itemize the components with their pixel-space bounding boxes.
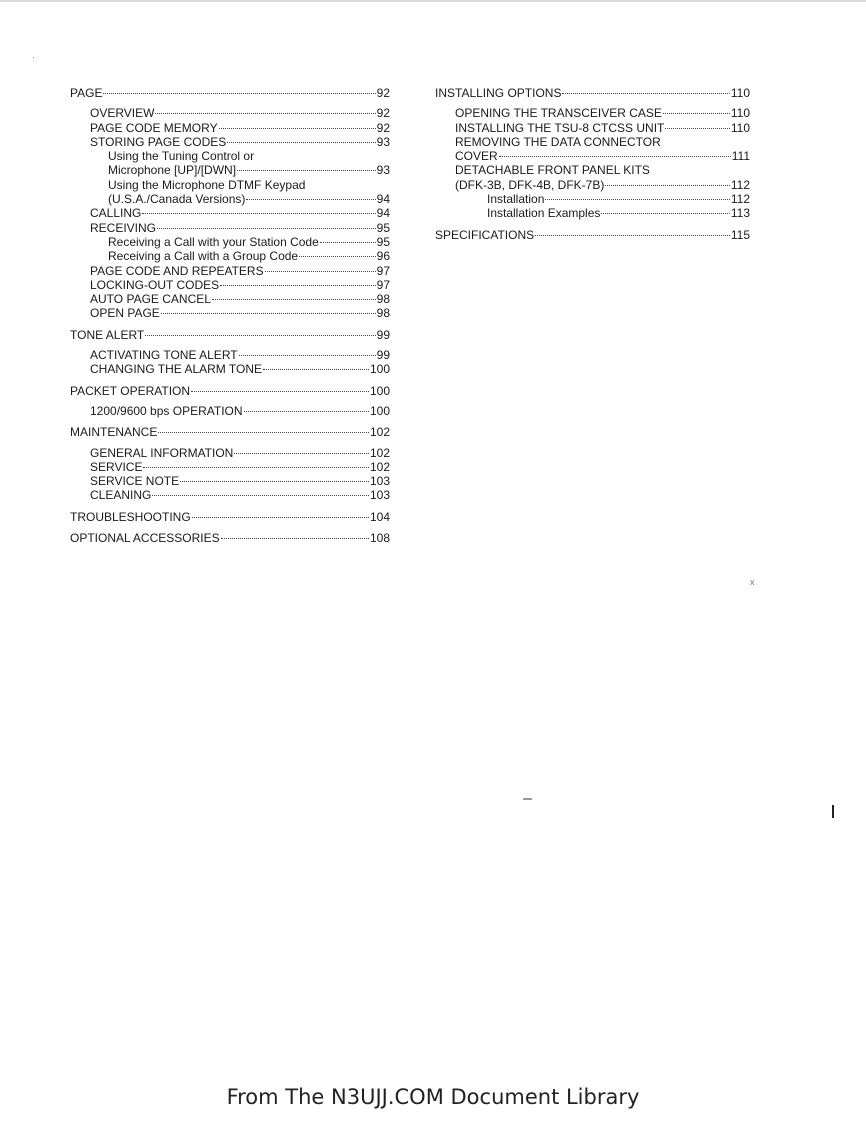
dot-leader (562, 93, 729, 94)
toc-entry-page-number: 112 (730, 177, 750, 192)
toc-entry-title: Microphone [UP]/[DWN] (108, 163, 237, 178)
toc-entry-page-number: 111 (731, 149, 750, 164)
toc-entry[interactable] (70, 278, 390, 292)
toc-entry[interactable] (70, 121, 390, 135)
toc-entry-title: Using the Tuning Control or (108, 149, 255, 164)
toc-entry[interactable] (70, 460, 390, 474)
toc-entry-title: Installation (487, 192, 545, 207)
dot-leader (239, 355, 376, 356)
toc-entry-title: DETACHABLE FRONT PANEL KITS (455, 163, 650, 178)
toc-entry-page-number: 99 (376, 327, 390, 342)
dot-leader (180, 481, 369, 482)
stray-mark: x (750, 577, 755, 587)
toc-entry[interactable] (70, 446, 390, 460)
toc-entry[interactable] (435, 206, 750, 220)
toc-entry-title: STORING PAGE CODES (90, 134, 227, 149)
dot-leader (191, 391, 369, 392)
dot-leader (263, 369, 369, 370)
toc-entry-page-number: 113 (730, 206, 750, 221)
dot-leader (212, 299, 376, 300)
toc-entry-title: CALLING (90, 206, 142, 221)
toc-entry[interactable] (435, 192, 750, 206)
toc-entry-title: ACTIVATING TONE ALERT (90, 348, 238, 363)
toc-entry[interactable] (435, 228, 750, 242)
toc-entry-title: PAGE CODE AND REPEATERS (90, 263, 264, 278)
scan-bar-mark (832, 805, 834, 818)
toc-entry[interactable] (70, 149, 390, 163)
toc-entry[interactable] (435, 163, 750, 177)
toc-entry-page-number: 110 (730, 86, 750, 100)
scan-dash-mark (523, 798, 532, 800)
toc-entry-title: AUTO PAGE CANCEL (90, 292, 211, 307)
toc-entry[interactable] (70, 531, 390, 545)
toc-entry[interactable] (435, 106, 750, 120)
toc-entry-page-number: 108 (369, 531, 390, 546)
toc-entry-title: REMOVING THE DATA CONNECTOR (455, 134, 661, 149)
dot-leader (663, 113, 730, 114)
toc-entry-title: OPEN PAGE (90, 306, 160, 321)
dot-leader (299, 256, 376, 257)
toc-entry-title: GENERAL INFORMATION (90, 445, 234, 460)
toc-entry-title: 1200/9600 bps OPERATION (90, 403, 243, 418)
toc-entry-page-number: 95 (376, 234, 390, 249)
toc-entry-title: LOCKING-OUT CODES (90, 277, 220, 292)
toc-entry-page-number: 94 (376, 192, 390, 207)
dot-leader (220, 285, 376, 286)
toc-entry-title: OPENING THE TRANSCEIVER CASE (455, 106, 662, 121)
toc-entry-page-number: 102 (369, 459, 390, 474)
dot-leader (103, 93, 375, 94)
toc-entry-title: Receiving a Call with your Station Code (108, 234, 319, 249)
toc-entry-title: CLEANING (90, 488, 152, 503)
toc-entry-page-number: 103 (369, 488, 390, 503)
toc-entry-page-number: 100 (369, 383, 390, 398)
toc-entry-title: Receiving a Call with a Group Code (108, 249, 299, 264)
toc-entry-page-number: 112 (730, 192, 750, 207)
toc-entry-page-number: 93 (376, 163, 390, 178)
toc-entry-title: (DFK-3B, DFK-4B, DFK-7B) (455, 177, 605, 192)
dot-leader (244, 411, 369, 412)
toc-entry-title: RECEIVING (90, 220, 157, 235)
toc-entry[interactable] (435, 178, 750, 192)
toc-entry-page-number: 104 (369, 509, 390, 524)
toc-entry[interactable] (70, 362, 390, 376)
dot-leader (237, 170, 376, 171)
toc-entry-title: Installation Examples (487, 206, 601, 221)
toc-entry-page-number: 98 (376, 292, 390, 307)
toc-entry-title: PAGE CODE MEMORY (90, 120, 218, 135)
toc-entry-page-number: 100 (369, 403, 390, 418)
toc-entry[interactable] (70, 163, 390, 177)
toc-entry-title: PACKET OPERATION (70, 383, 191, 398)
toc-entry[interactable] (435, 121, 750, 135)
toc-entry-title: OPTIONAL ACCESSORIES (70, 531, 220, 546)
toc-entry-page-number: 94 (376, 206, 390, 221)
toc-entry[interactable] (70, 106, 390, 120)
dot-leader (219, 128, 376, 129)
toc-entry-title: SERVICE (90, 459, 143, 474)
dot-leader (265, 271, 376, 272)
toc-left-column (70, 86, 390, 545)
dot-leader (192, 517, 369, 518)
toc-entry[interactable] (70, 206, 390, 220)
toc-entry-page-number: 92 (376, 106, 390, 121)
dot-leader (234, 453, 369, 454)
dot-leader (320, 242, 376, 243)
toc-entry[interactable] (70, 425, 390, 439)
dot-leader (152, 495, 369, 496)
toc-entry-title: SPECIFICATIONS (435, 227, 535, 242)
toc-entry-page-number: 100 (369, 362, 390, 377)
top-border (0, 0, 866, 2)
toc-entry-page-number: 110 (730, 106, 750, 121)
toc-entry-page-number: 115 (730, 227, 750, 242)
toc-entry[interactable] (435, 135, 750, 149)
toc-entry-page-number: 96 (376, 249, 390, 264)
dot-leader (158, 432, 369, 433)
toc-entry-title: OVERVIEW (90, 106, 155, 121)
toc-entry-page-number: 97 (376, 277, 390, 292)
toc-entry-page-number: 102 (369, 445, 390, 460)
toc-entry[interactable] (70, 404, 390, 418)
toc-entry[interactable] (70, 221, 390, 235)
toc-entry[interactable] (70, 510, 390, 524)
dot-leader (246, 199, 375, 200)
footer-library-credit: From The N3UJJ.COM Document Library (226, 1085, 640, 1109)
toc-entry-page-number: 95 (376, 220, 390, 235)
toc-entry-page-number: 97 (376, 263, 390, 278)
toc-entry-title: MAINTENANCE (70, 425, 158, 440)
scan-speck (33, 57, 34, 58)
toc-entry-title: TROUBLESHOOTING (70, 509, 191, 524)
toc-entry-page-number: 92 (376, 86, 390, 100)
dot-leader (665, 128, 729, 129)
toc-entry[interactable] (435, 149, 750, 163)
dot-leader (155, 113, 375, 114)
toc-entry[interactable] (70, 86, 390, 100)
toc-entry-page-number: 92 (376, 120, 390, 135)
toc-entry[interactable] (70, 488, 390, 502)
dot-leader (142, 213, 375, 214)
toc-entry[interactable] (70, 264, 390, 278)
dot-leader (145, 335, 375, 336)
dot-leader (221, 538, 369, 539)
toc-entry[interactable] (70, 328, 390, 342)
toc-entry-title: PAGE (70, 86, 103, 100)
toc-entry[interactable] (70, 292, 390, 306)
dot-leader (499, 156, 731, 157)
toc-entry[interactable] (70, 306, 390, 320)
toc-entry[interactable] (435, 86, 750, 100)
toc-entry-page-number: 98 (376, 306, 390, 321)
dot-leader (605, 185, 730, 186)
toc-entry-title: Using the Microphone DTMF Keypad (108, 177, 306, 192)
toc-entry-title: INSTALLING OPTIONS (435, 86, 562, 100)
toc-entry-title: CHANGING THE ALARM TONE (90, 362, 263, 377)
dot-leader (227, 142, 375, 143)
toc-entry[interactable] (70, 249, 390, 263)
toc-entry[interactable] (70, 135, 390, 149)
toc-entry[interactable] (70, 235, 390, 249)
dot-leader (157, 228, 376, 229)
toc-entry-title: INSTALLING THE TSU-8 CTCSS UNIT (455, 120, 665, 135)
toc-entry[interactable] (70, 384, 390, 398)
toc-entry[interactable] (70, 192, 390, 206)
dot-leader (535, 235, 730, 236)
toc-entry-title: COVER (455, 149, 498, 164)
toc-entry-title: SERVICE NOTE (90, 474, 180, 489)
toc-entry-page-number: 110 (730, 120, 750, 135)
dot-leader (545, 199, 729, 200)
toc-right-column (435, 86, 750, 242)
toc-entry-page-number: 102 (369, 425, 390, 440)
dot-leader (143, 467, 369, 468)
dot-leader (161, 313, 376, 314)
toc-entry[interactable] (70, 474, 390, 488)
toc-entry[interactable] (70, 178, 390, 192)
toc-entry[interactable] (70, 348, 390, 362)
toc-entry-page-number: 93 (376, 134, 390, 149)
toc-entry-page-number: 103 (369, 474, 390, 489)
toc-entry-title: TONE ALERT (70, 327, 145, 342)
toc-entry-page-number: 99 (376, 348, 390, 363)
toc-entry-title: (U.S.A./Canada Versions) (108, 192, 246, 207)
dot-leader (601, 213, 729, 214)
